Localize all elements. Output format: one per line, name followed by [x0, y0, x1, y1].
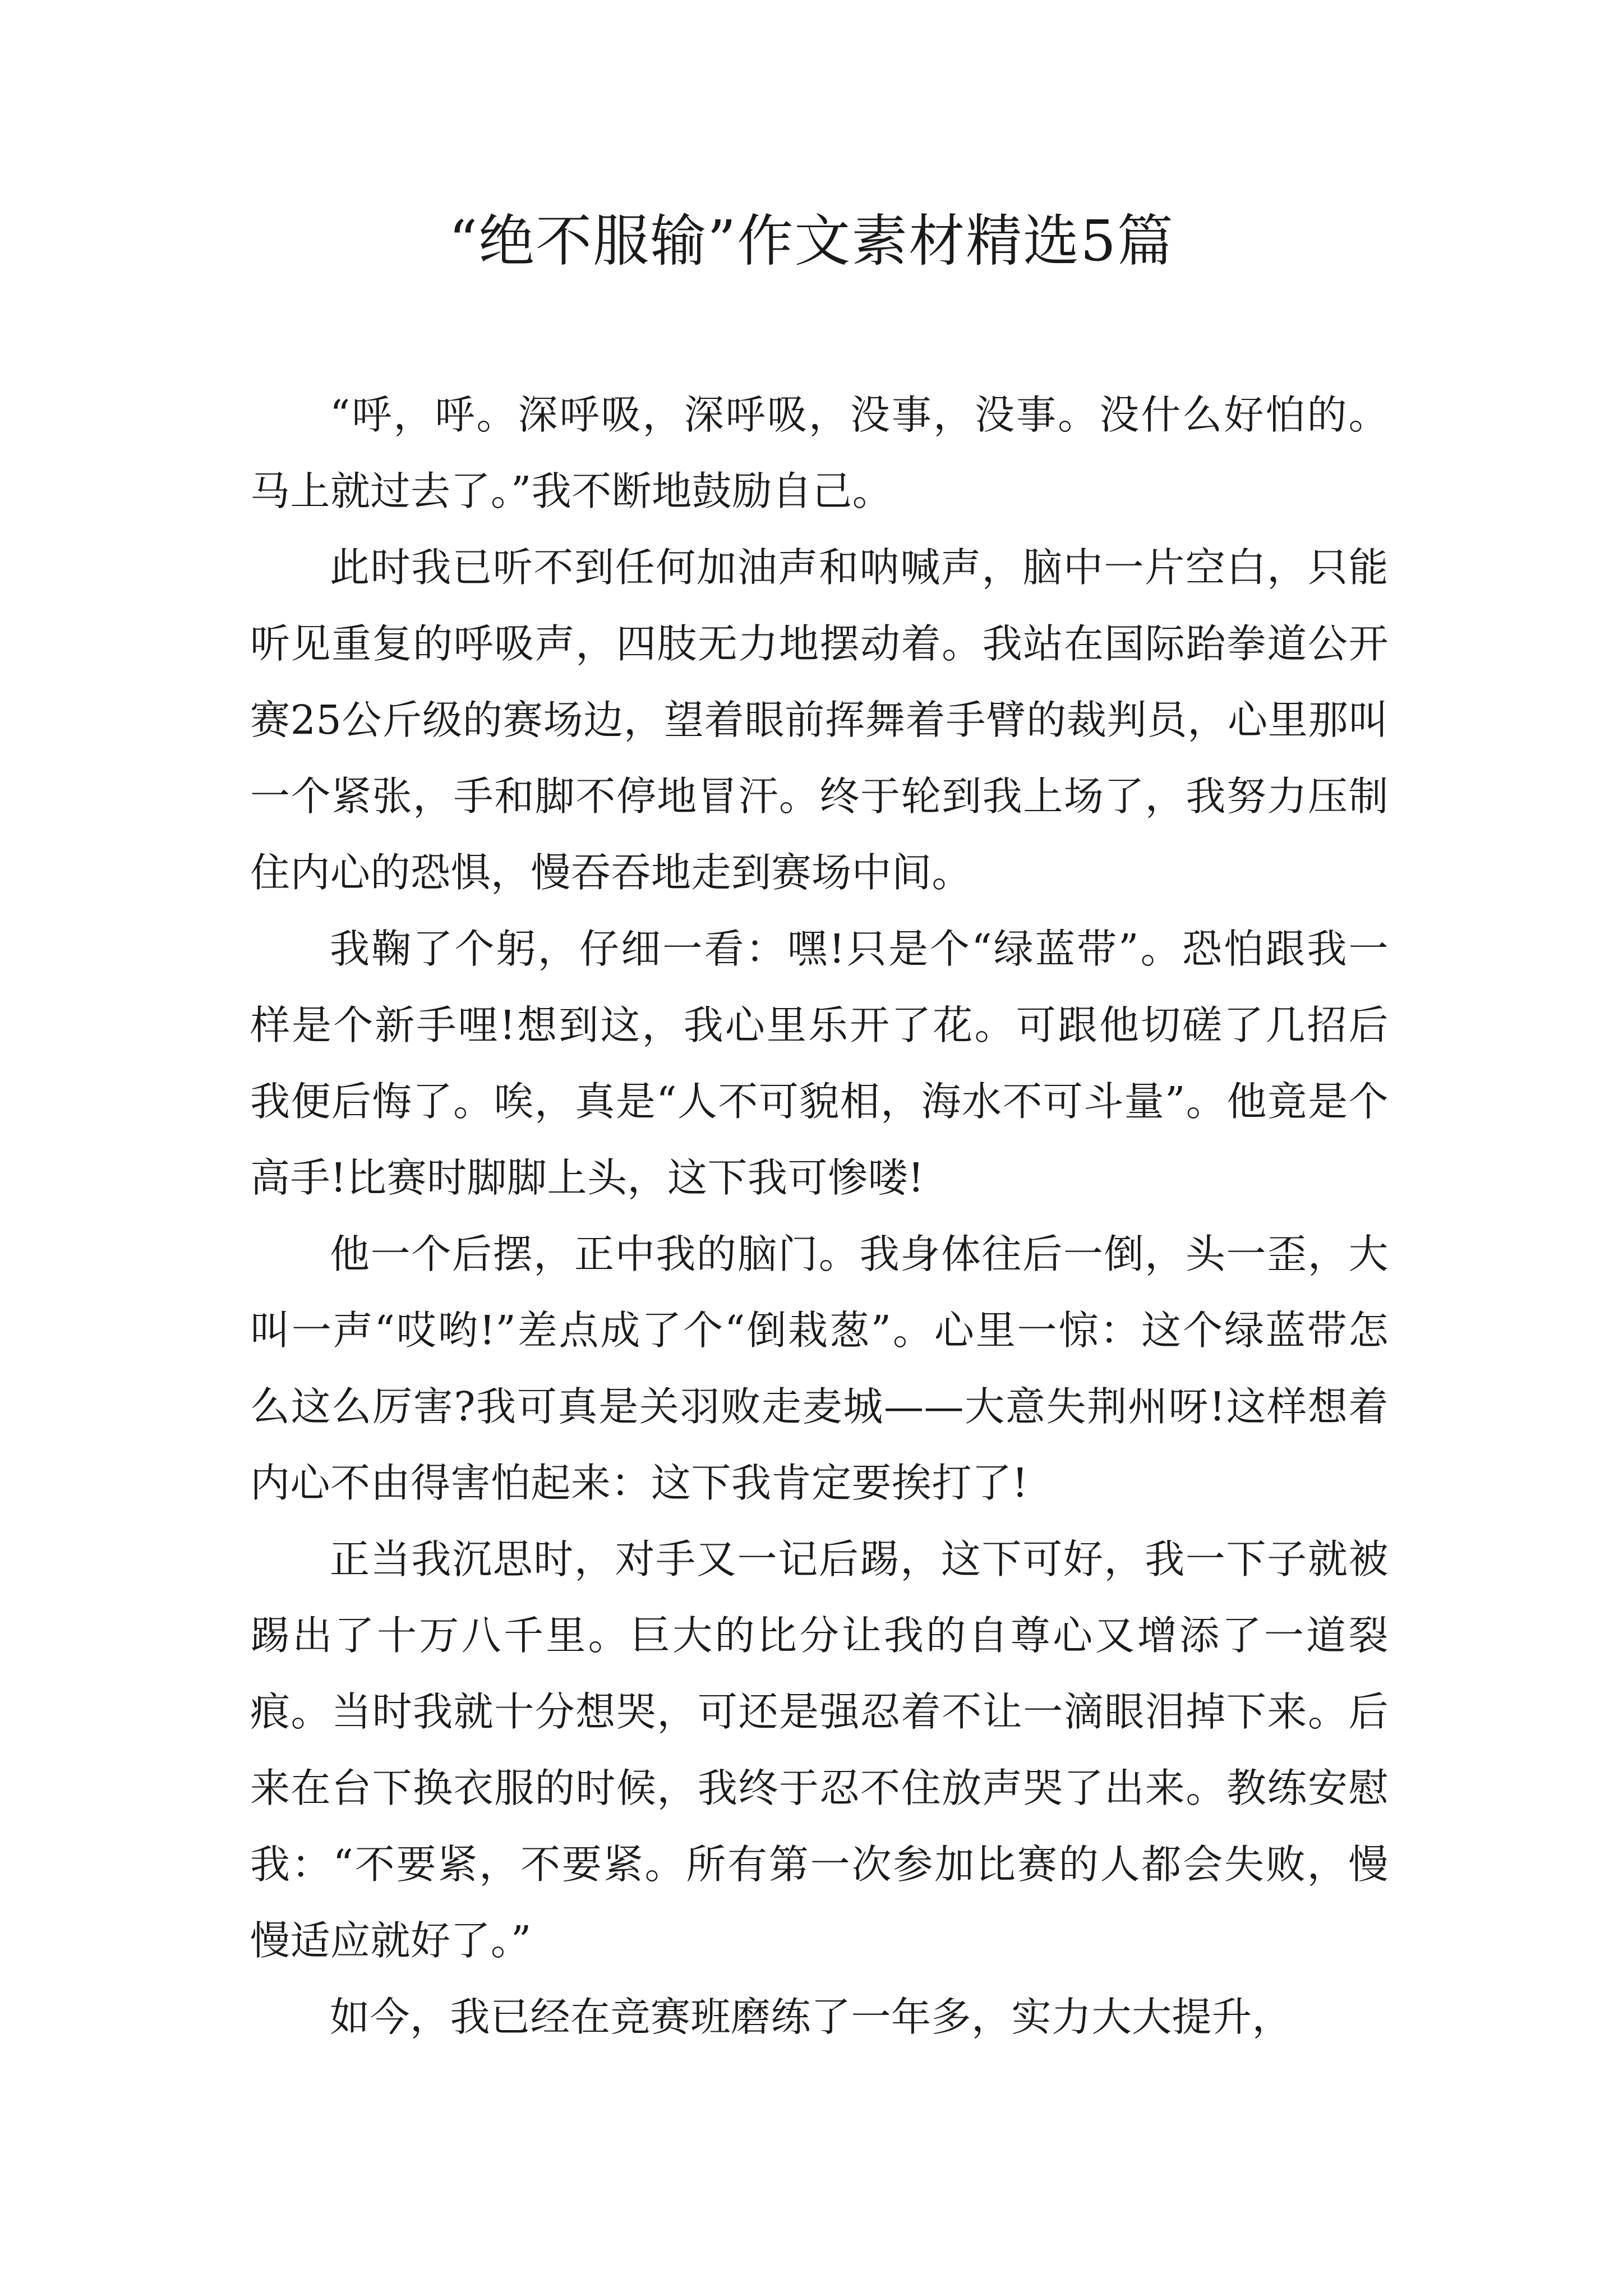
document-body: [250, 377, 1389, 2055]
paragraph: 他一个后摆，正中我的脑门。我身体往后一倒，头一歪，大叫一声“哎哟!”差点成了个“倒栽葱”。心里一惊：这个绿蓝带怎么这么厉害?我可真是关羽败走麦城——大意失荆州呀!这样想着内心不由得害怕起来：这下我肯定要挨打了!: [250, 1231, 1389, 1506]
document-title: “绝不服输”作文素材精选5篇: [449, 208, 1174, 274]
paragraph: 我鞠了个躬，仔细一看：嘿!只是个“绿蓝带”。恐怕跟我一样是个新手哩!想到这，我心里乐开了花。可跟他切磋了几招后我便后悔了。唉，真是“人不可貌相，海水不可斗量”。他竟是个高手!比赛时脚脚上头，这下我可惨喽!: [250, 926, 1389, 1201]
paragraph: 正当我沉思时，对手又一记后踢，这下可好，我一下子就被踢出了十万八千里。巨大的比分让我的自尊心又增添了一道裂痕。当时我就十分想哭，可还是强忍着不让一滴眼泪掉下来。后来在台下换衣服的时候，我终于忍不住放声哭了出来。教练安慰我：“不要紧，不要紧。所有第一次参加比赛的人都会失败，慢慢适应就好了。”: [250, 1536, 1389, 1964]
paragraph: 此时我已听不到任何加油声和呐喊声，脑中一片空白，只能听见重复的呼吸声，四肢无力地摆动着。我站在国际跆拳道公开赛25公斤级的赛场边，望着眼前挥舞着手臂的裁判员，心里那叫一个紧张，手和脚不停地冒汗。终于轮到我上场了，我努力压制住内心的恐惧，慢吞吞地走到赛场中间。: [250, 544, 1389, 896]
paragraph: 如今，我已经在竞赛班磨练了一年多，实力大大提升，: [330, 1994, 1293, 2040]
paragraph: “呼，呼。深呼吸，深呼吸，没事，没事。没什么好怕的。马上就过去了。”我不断地鼓励自己。: [250, 392, 1389, 514]
